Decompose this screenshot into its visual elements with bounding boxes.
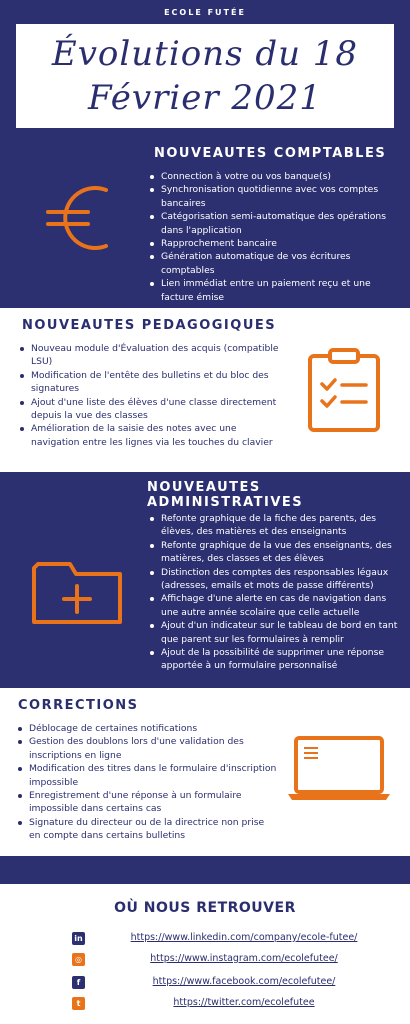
list-item: Affichage d'une alerte en cas de navigation dans une autre année scolaire que celle actuelle [148,592,400,619]
list-item: Refonte graphique de la vue des enseignants, des matières, des classes et des élèves [148,539,400,566]
linkedin-icon: in [72,932,85,945]
social-row-instagram [0,951,410,969]
list-item: Gestion des doublons lors d'une validation des inscriptions en ligne [16,735,278,762]
list-pedagogiques [18,342,280,449]
section-comptables [0,136,410,308]
section-pedagogiques [0,308,410,472]
linkedin-link[interactable]: https://www.linkedin.com/company/ecole-futee/ [130,932,358,943]
list-item: Signature du directeur ou de la directrice non prise en compte dans certains bulletins [16,816,278,843]
clipboard-checklist-icon [306,346,382,438]
list-item: Catégorisation semi-automatique des opérations dans l'application [148,210,400,237]
list-item: Amélioration de la saisie des notes avec une navigation entre les lignes via les touches du clavier [18,422,280,449]
social-row-linkedin [0,930,410,948]
section-corrections [0,688,410,856]
section-title-comptables: NOUVEAUTES COMPTABLES [154,146,387,161]
list-item: Rapprochement bancaire [148,237,400,250]
list-item: Lien immédiat entre un paiement reçu et une facture émise [148,277,400,304]
list-item: Nouveau module d'Évaluation des acquis (compatible LSU) [18,342,280,369]
list-item: Synchronisation quotidienne avec vos comptes bancaires [148,183,400,210]
list-item: Ajout d'un indicateur sur le tableau de bord en tant que parent sur les formulaires à remplir [148,619,400,646]
list-comptables [148,170,400,304]
euro-icon [44,180,116,260]
facebook-icon: f [72,976,85,989]
twitter-icon: t [72,997,85,1010]
list-item: Modification des titres dans le formulaire d'inscription impossible [16,762,278,789]
social-row-facebook [0,974,410,992]
instagram-link[interactable]: https://www.instagram.com/ecolefutee/ [150,953,338,964]
list-item: Génération automatique de vos écritures comptables [148,250,400,277]
footer [0,884,410,1024]
brand-name: ECOLE FUTÉE [164,8,246,17]
laptop-icon [286,734,392,808]
instagram-icon: ◎ [72,953,85,966]
list-administratives [148,512,400,673]
social-row-twitter [0,995,410,1013]
section-title-administratives: NOUVEAUTES ADMINISTRATIVES [147,480,304,510]
facebook-link[interactable]: https://www.facebook.com/ecolefutee/ [152,976,336,987]
title-card [16,24,394,128]
folder-add-icon [30,556,124,632]
section-title-pedagogiques: NOUVEAUTES PEDAGOGIQUES [22,318,277,333]
list-item: Ajout d'une liste des élèves d'une classe directement depuis la vue des classes [18,396,280,423]
list-item: Enregistrement d'une réponse à un formulaire impossible dans certains cas [16,789,278,816]
list-item: Ajout de la possibilité de supprimer une réponse apportée à un formulaire personnalisé [148,646,400,673]
list-item: Connection à votre ou vos banque(s) [148,170,400,183]
list-item: Déblocage de certaines notifications [16,722,278,735]
list-item: Distinction des comptes des responsables légaux (adresses, emails et mots de passe différents) [148,566,400,593]
twitter-link[interactable]: https://twitter.com/ecolefutee [173,997,315,1008]
section-title-corrections: CORRECTIONS [18,698,139,713]
page-title-line-1: Évolutions du 18 [51,34,359,74]
page-title-line-2: Février 2021 [88,78,322,118]
section-administratives [0,472,410,688]
list-item: Refonte graphique de la fiche des parents, des élèves, des matières et des enseignants [148,512,400,539]
list-corrections [16,722,278,843]
footer-title: OÙ NOUS RETROUVER [114,900,296,916]
list-item: Modification de l'entête des bulletins et du bloc des signatures [18,369,280,396]
